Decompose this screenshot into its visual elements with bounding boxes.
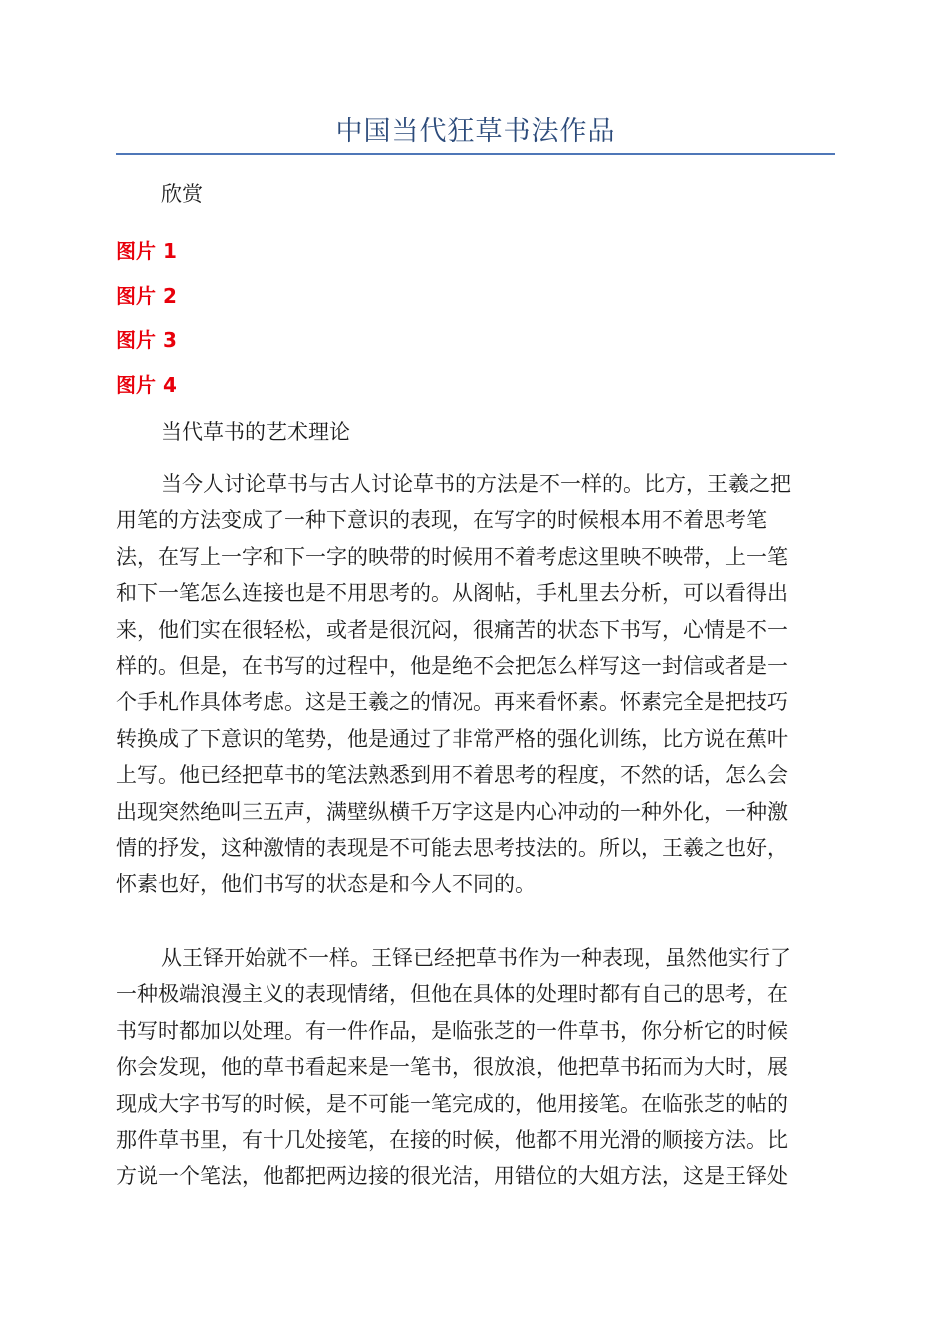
paragraph-line: 转换成了下意识的笔势，他是通过了非常严格的强化训练，比方说在蕉叶	[116, 726, 788, 751]
paragraph-line: 那件草书里，有十几处接笔，在接的时候，他都不用光滑的顺接方法。比	[116, 1127, 788, 1152]
paragraph-line: 个手札作具体考虑。这是王羲之的情况。再来看怀素。怀素完全是把技巧	[116, 690, 788, 715]
picture-link-2[interactable]: 图片 2	[116, 284, 177, 308]
paragraph-line: 出现突然绝叫三五声，满壁纵横千万字这是内心冲动的一种外化，一种激	[116, 799, 788, 824]
paragraph-line: 和下一笔怎么连接也是不用思考的。从阁帖，手札里去分析，可以看得出	[116, 581, 788, 606]
paragraph-line: 法，在写上一字和下一字的映带的时候用不着考虑这里映不映带，上一笔	[116, 544, 788, 569]
section-heading: 当代草书的艺术理论	[161, 420, 350, 444]
paragraph-line: 方说一个笔法，他都把两边接的很光洁，用错位的大姐方法，这是王铎处	[116, 1164, 788, 1189]
paragraph-line: 来，他们实在很轻松，或者是很沉闷，很痛苦的状态下书写，心情是不一	[116, 617, 788, 642]
paragraph-line: 你会发现，他的草书看起来是一笔书，很放浪，他把草书拓而为大时，展	[116, 1055, 788, 1080]
paragraph-line: 怀素也好，他们书写的状态是和今人不同的。	[116, 872, 536, 897]
paragraph-line: 一种极端浪漫主义的表现情绪，但他在具体的处理时都有自己的思考，在	[116, 982, 788, 1007]
picture-link-3[interactable]: 图片 3	[116, 328, 177, 352]
picture-link-1[interactable]: 图片 1	[116, 239, 177, 263]
paragraph-line: 样的。但是，在书写的过程中，他是绝不会把怎么样写这一封信或者是一	[116, 653, 788, 678]
paragraph-line: 当今人讨论草书与古人讨论草书的方法是不一样的。比方，王羲之把	[161, 472, 791, 496]
paragraph-2	[116, 940, 835, 1195]
paragraph-line: 用笔的方法变成了一种下意识的表现，在写字的时候根本用不着思考笔	[116, 508, 767, 533]
document-title: 中国当代狂草书法作品	[335, 116, 616, 147]
paragraph-line: 上写。他已经把草书的笔法熟悉到用不着思考的程度，不然的话，怎么会	[116, 763, 788, 788]
title-underline	[116, 153, 835, 155]
paragraph-1	[116, 466, 835, 903]
picture-link-4[interactable]: 图片 4	[116, 373, 177, 397]
paragraph-line: 情的抒发，这种激情的表现是不可能去思考技法的。所以，王羲之也好，	[116, 835, 788, 860]
intro-text: 欣赏	[161, 182, 203, 206]
paragraph-line: 现成大字书写的时候，是不可能一笔完成的，他用接笔。在临张芝的帖的	[116, 1091, 788, 1116]
paragraph-line: 从王铎开始就不一样。王铎已经把草书作为一种表现，虽然他实行了	[161, 946, 791, 970]
paragraph-line: 书写时都加以处理。有一件作品，是临张芝的一件草书，你分析它的时候	[116, 1018, 788, 1043]
